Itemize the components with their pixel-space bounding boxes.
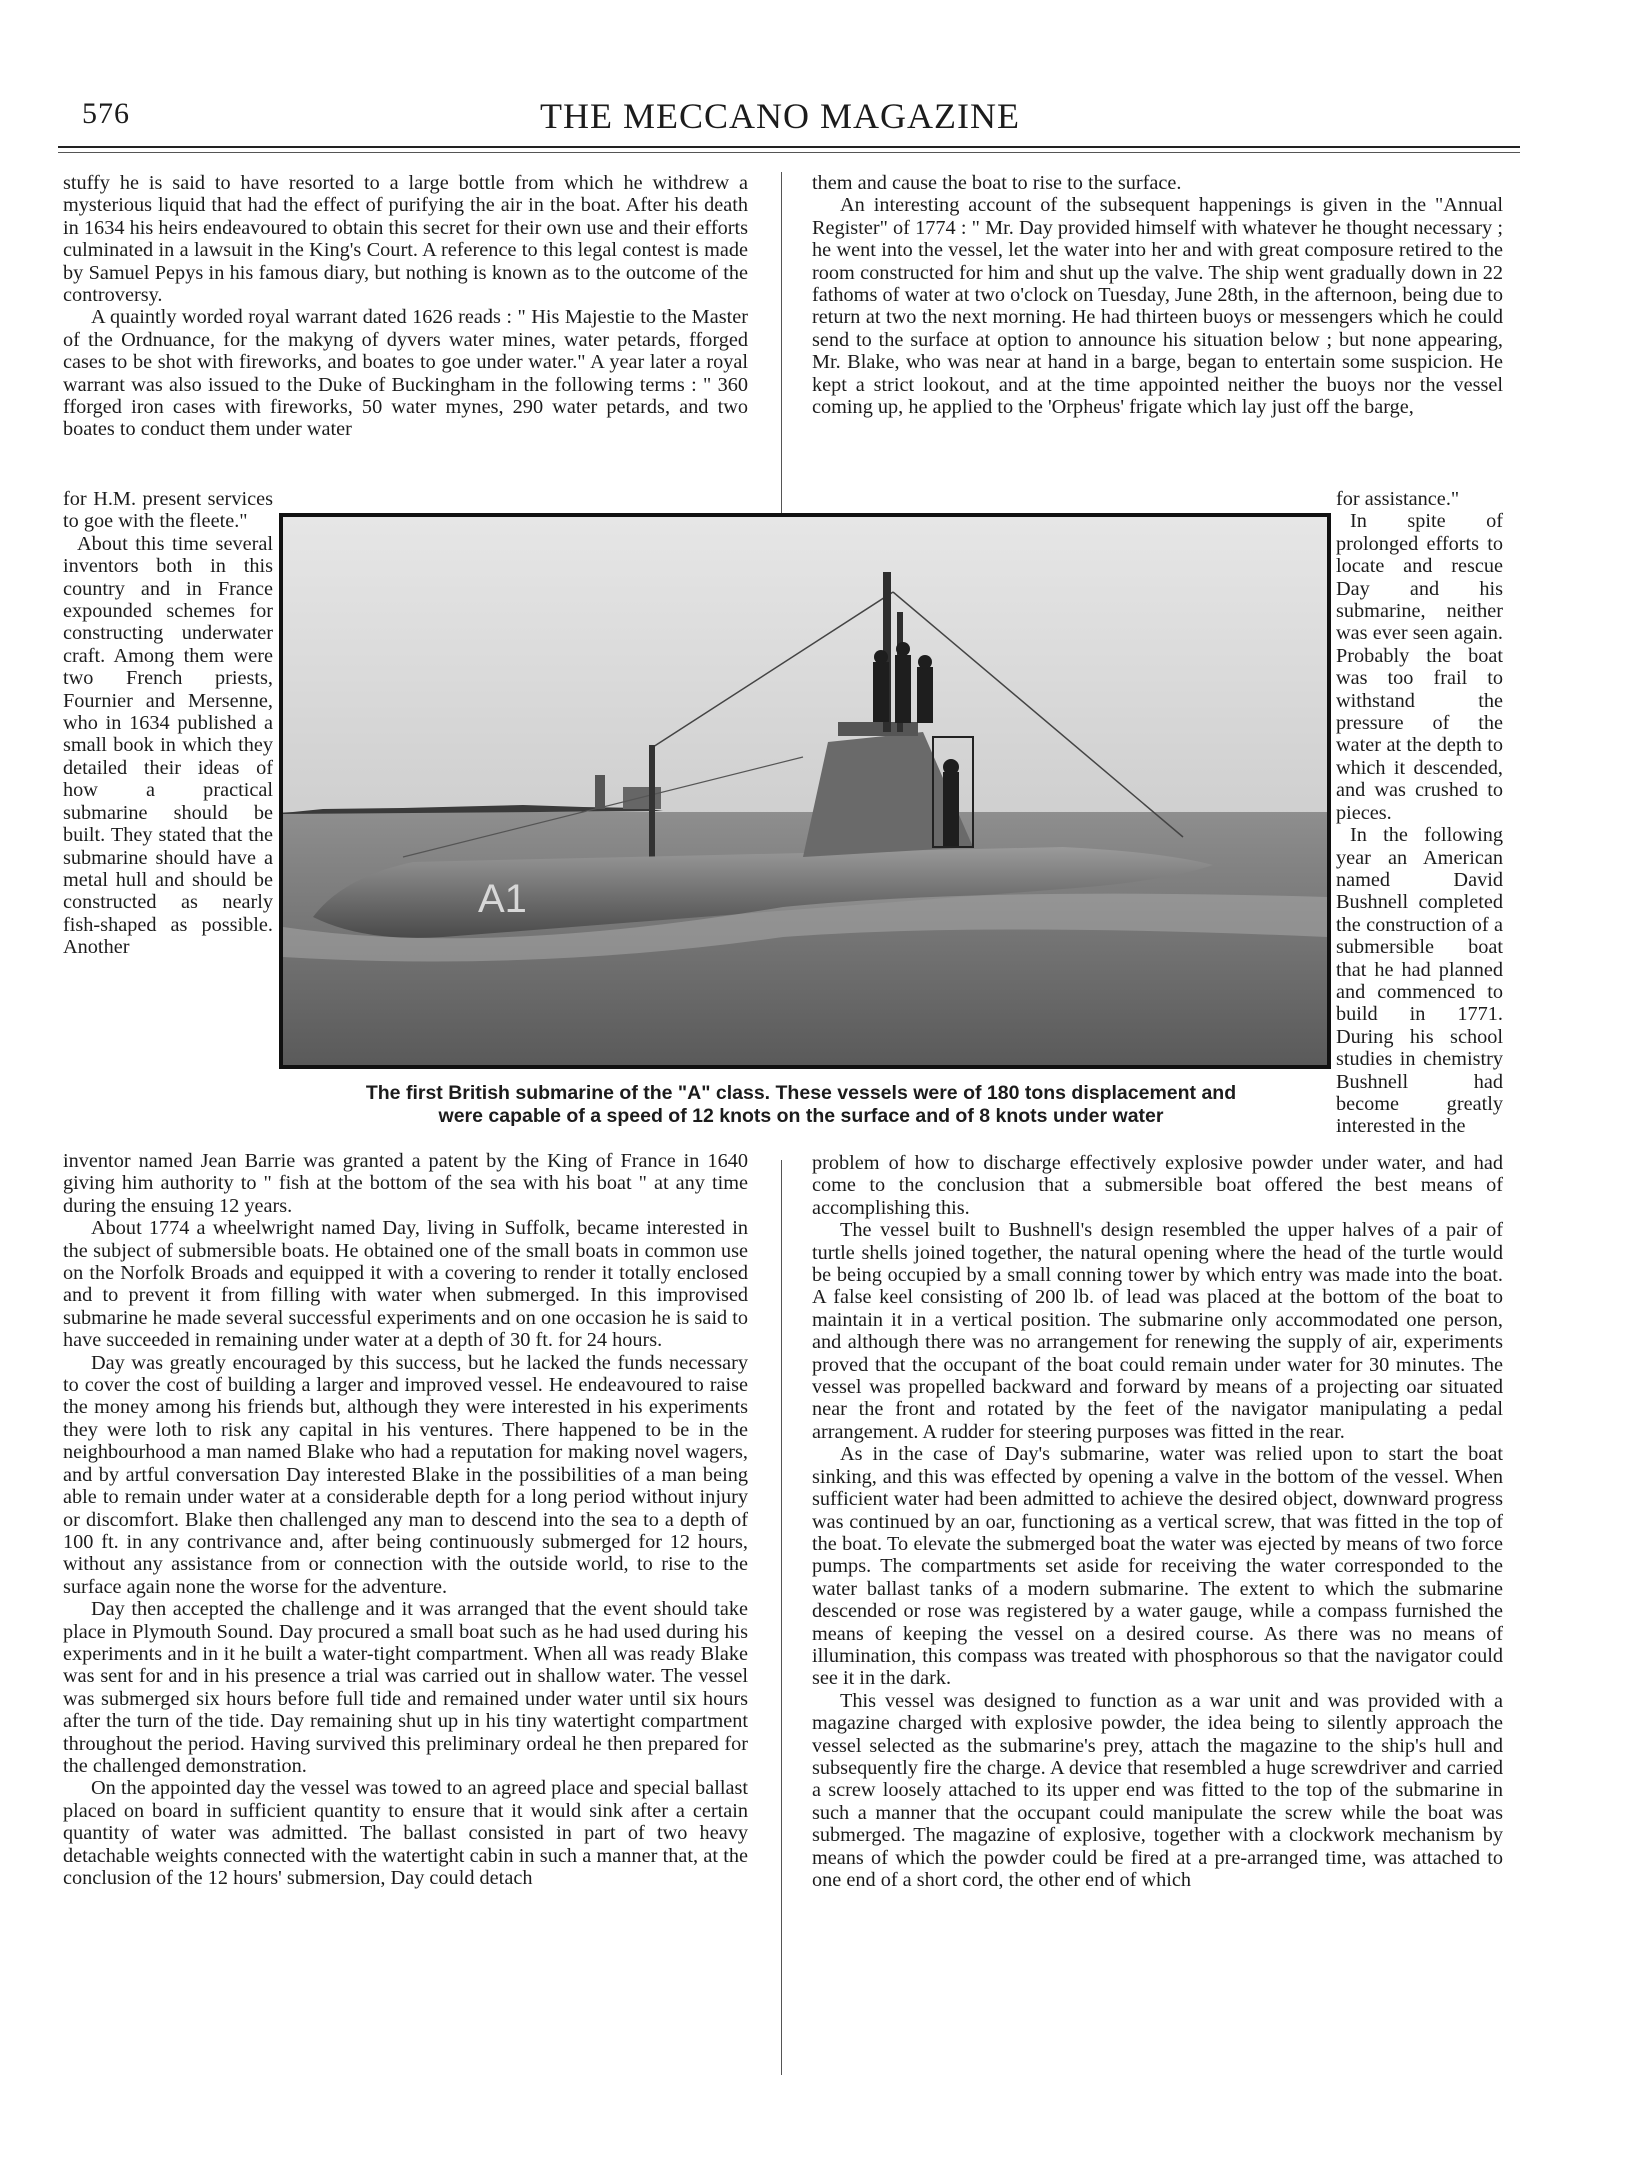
paragraph: for assistance." [1336, 488, 1460, 510]
paragraph: In spite of prolonged efforts to locate and rescue Day and his submarine, neither was ever seen again. Probably the boat was too frail to withstand the pressure of the water at the depth to which it descended, and was crushed to pieces. [1336, 510, 1503, 824]
paragraph: In the following year an American named David Bushnell completed the construction of a submersible boat that he had planned and commenced to build in 1771. During his school studies in chemistry Bushnell had become greatly interested in the [1336, 824, 1503, 1138]
fort [623, 787, 661, 809]
header-rule [58, 146, 1520, 148]
left-narrow-column [63, 488, 273, 959]
paragraph: them and cause the boat to rise to the surface. [812, 172, 1182, 194]
paragraph: Day was greatly encouraged by this success, but he lacked the funds necessary to cover the cost of building a larger and improved vessel. He endeavoured to raise the money among his friends but, although they were interested in his experiments they were loth to risk any capital in his ventures. There happened to be in the neighbourhood a man named Blake who had a reputation for making novel wagers, and by artful conversation Day interested Blake in the possibilities of a man being able to remain under water at a considerable depth for a long period without injury or discomfort. Blake then challenged any man to descend into the sea to a depth of 100 ft. in any contrivance and, after being continuously submerged for 12 hours, without any assistance from or connection with the outside world, to rise to the surface again none the worse for the adventure. [63, 1351, 748, 1598]
right-column-top [812, 172, 1503, 418]
paragraph: inventor named Jean Barrie was granted a patent by the King of France in 1640 giving him authority to " fish at the bottom of the sea with his boat " at any time during the ensuing 12 years. [63, 1150, 748, 1217]
paragraph: A quaintly worded royal warrant dated 1626 reads : " His Majestie to the Master of the Ordnuance, for the makyng of dyvers water mines, water petards, fforged cases to be shot with fireworks, and boates to goe under water." A year later a royal warrant was also issued to the Duke of Buckingham in the following terms : " 360 fforged iron cases with fireworks, 50 water mynes, 290 water petards, and two boates to conduct them under water [63, 306, 748, 441]
tower-deck [838, 722, 918, 736]
paragraph: Day then accepted the challenge and it was arranged that the event should take place in Plymouth Sound. Day procured a small boat such as he had used during his experiments and in it he built a water-tight compartment. When all was ready Blake was sent for and in his presence a trial was carried out in shallow water. The vessel was submerged six hours before full tide and remained under water until six hours after the turn of the tide. Day remaining shut up in his tiny watertight compartment throughout the period. Having survived this preliminary ordeal he then prepared for the challenged demonstration. [63, 1598, 748, 1777]
paragraph: As in the case of Day's submarine, water was relied upon to start the boat sinking, and this was effected by opening a valve in the bottom of the vessel. When sufficient water had been admitted to achieve the desired object, downward progress was continued by an oar, functioning as a vertical screw, that was fitted in the top of the boat. To elevate the submerged boat the water was ejected by means of two force pumps. The compartments set aside for receiving the water corresponded to the water ballast tanks of a modern submarine. The extent to which the submarine descended or rose was registered by a water gauge, while a compass furnished the means of keeping the vessel on a desired course. As there was no means of illumination, this compass was treated with phosphorous so that the navigator could see it in the dark. [812, 1443, 1503, 1690]
paragraph: About this time several inventors both in this country and in France expounded schemes for constructing underwater craft. Among them were two French priests, Fournier and Mersenne, who in 1634 published a small book in which they detailed their ideas of how a practical submarine should be built. They stated that the submarine should have a metal hull and should be constructed as nearly fish-shaped as possible. Another [63, 532, 273, 959]
right-narrow-column [1336, 488, 1503, 1138]
page-header [0, 97, 1633, 142]
magazine-title: THE MECCANO MAGAZINE [540, 96, 1020, 136]
right-column-bottom [812, 1152, 1503, 1891]
submarine-photo [279, 513, 1331, 1069]
paragraph: stuffy he is said to have resorted to a large bottle from which he withdrew a mysterious liquid that had the effect of purifying the air in the boat. After his death in 1634 his heirs endeavoured to obtain this secret for their own use and their efforts culminated in a lawsuit in the King's Court. A reference to this legal contest is made by Samuel Pepys in his famous diary, but nothing is known as to the outcome of the controversy. [63, 172, 748, 307]
forward-mast [649, 745, 655, 875]
left-column-bottom [63, 1150, 748, 1889]
left-column-top [63, 172, 748, 441]
header-rule-thin [58, 152, 1520, 153]
paragraph: problem of how to discharge effectively explosive powder under water, and had come to the conclusion that a submersible boat offered the best means of accomplishing this. [812, 1152, 1503, 1219]
submarine-illustration [283, 517, 1327, 1065]
hull-marking: A1 [478, 877, 527, 921]
paragraph: This vessel was designed to function as a war unit and was provided with a magazine charged with explosive powder, the idea being to silently approach the vessel selected as the submarine's prey, attach the magazine to the ship's hull and subsequently fire the charge. A device that resembled a huge screwdriver and carried a screw loosely attached to its upper end was fitted to the top of the submarine in such a manner that the occupant could manipulate the screw while the boat was submerged. The magazine of explosive, together with a clockwork mechanism by means of which the powder could be fired at a pre-arranged time, was attached to one end of a short cord, the other end of which [812, 1689, 1503, 1891]
paragraph: for H.M. present services to goe with the fleete." [63, 488, 273, 533]
lighthouse [595, 775, 605, 809]
caption-line: were capable of a speed of 12 knots on the surface and of 8 knots under water [438, 1105, 1164, 1127]
paragraph: On the appointed day the vessel was towed to an agreed place and special ballast placed on board in sufficient quantity to ensure that it would sink after a certain quantity of water was admitted. The ballast consisted in part of two heavy detachable weights connected with the watertight cabin in such a manner that, at the conclusion of the 12 hours' submersion, Day could detach [63, 1777, 748, 1889]
photo-caption [279, 1082, 1323, 1128]
page-number: 576 [82, 97, 130, 130]
caption-line: The first British submarine of the "A" class. These vessels were of 180 tons displacement and [365, 1082, 1237, 1104]
paragraph: An interesting account of the subsequent happenings is given in the "Annual Register" of 1774 : " Mr. Day provided himself with whatever he thought necessary ; he went into the vessel, let the water into her and with great composure retired to the room constructed for him and shut up the valve. The ship went gradually down in 22 fathoms of water at two o'clock on Tuesday, June 28th, in the afternoon, being due to return at two the next morning. He had thirteen buoys or messengers which he could send to the surface at option to announce his situation below ; but none appearing, Mr. Blake, who was near at hand in a barge, began to entertain some suspicion. He kept a strict lookout, and at the time appointed neither the buoys nor the vessel coming up, he applied to the 'Orpheus' frigate which lay just off the barge, [812, 194, 1503, 419]
paragraph: About 1774 a wheelwright named Day, living in Suffolk, became interested in the subject of submersible boats. He obtained one of the small boats in common use on the Norfolk Broads and equipped it with a covering to render it totally enclosed and to prevent it from filling with water when submerged. In this improvised submarine he made several successful experiments and on one occasion he is said to have succeeded in remaining under water at a depth of 30 ft. for 24 hours. [63, 1217, 748, 1352]
paragraph: The vessel built to Bushnell's design resembled the upper halves of a pair of turtle shells joined together, the natural opening where the head of the turtle would be being occupied by a small conning tower by which entry was made into the boat. A false keel consisting of 200 lb. of lead was placed at the bottom of the boat to maintain it in a vertical position. The submarine only accommodated one person, and although there was no arrangement for renewing the supply of air, experiments proved that the occupant of the boat could remain under water for 30 minutes. The vessel was propelled backward and forward by means of a projecting oar situated near the front and rotated by the feet of the navigator manipulating a pedal arrangement. A rudder for steering purposes was fitted in the rear. [812, 1219, 1503, 1443]
column-divider-bottom [781, 1160, 782, 2075]
